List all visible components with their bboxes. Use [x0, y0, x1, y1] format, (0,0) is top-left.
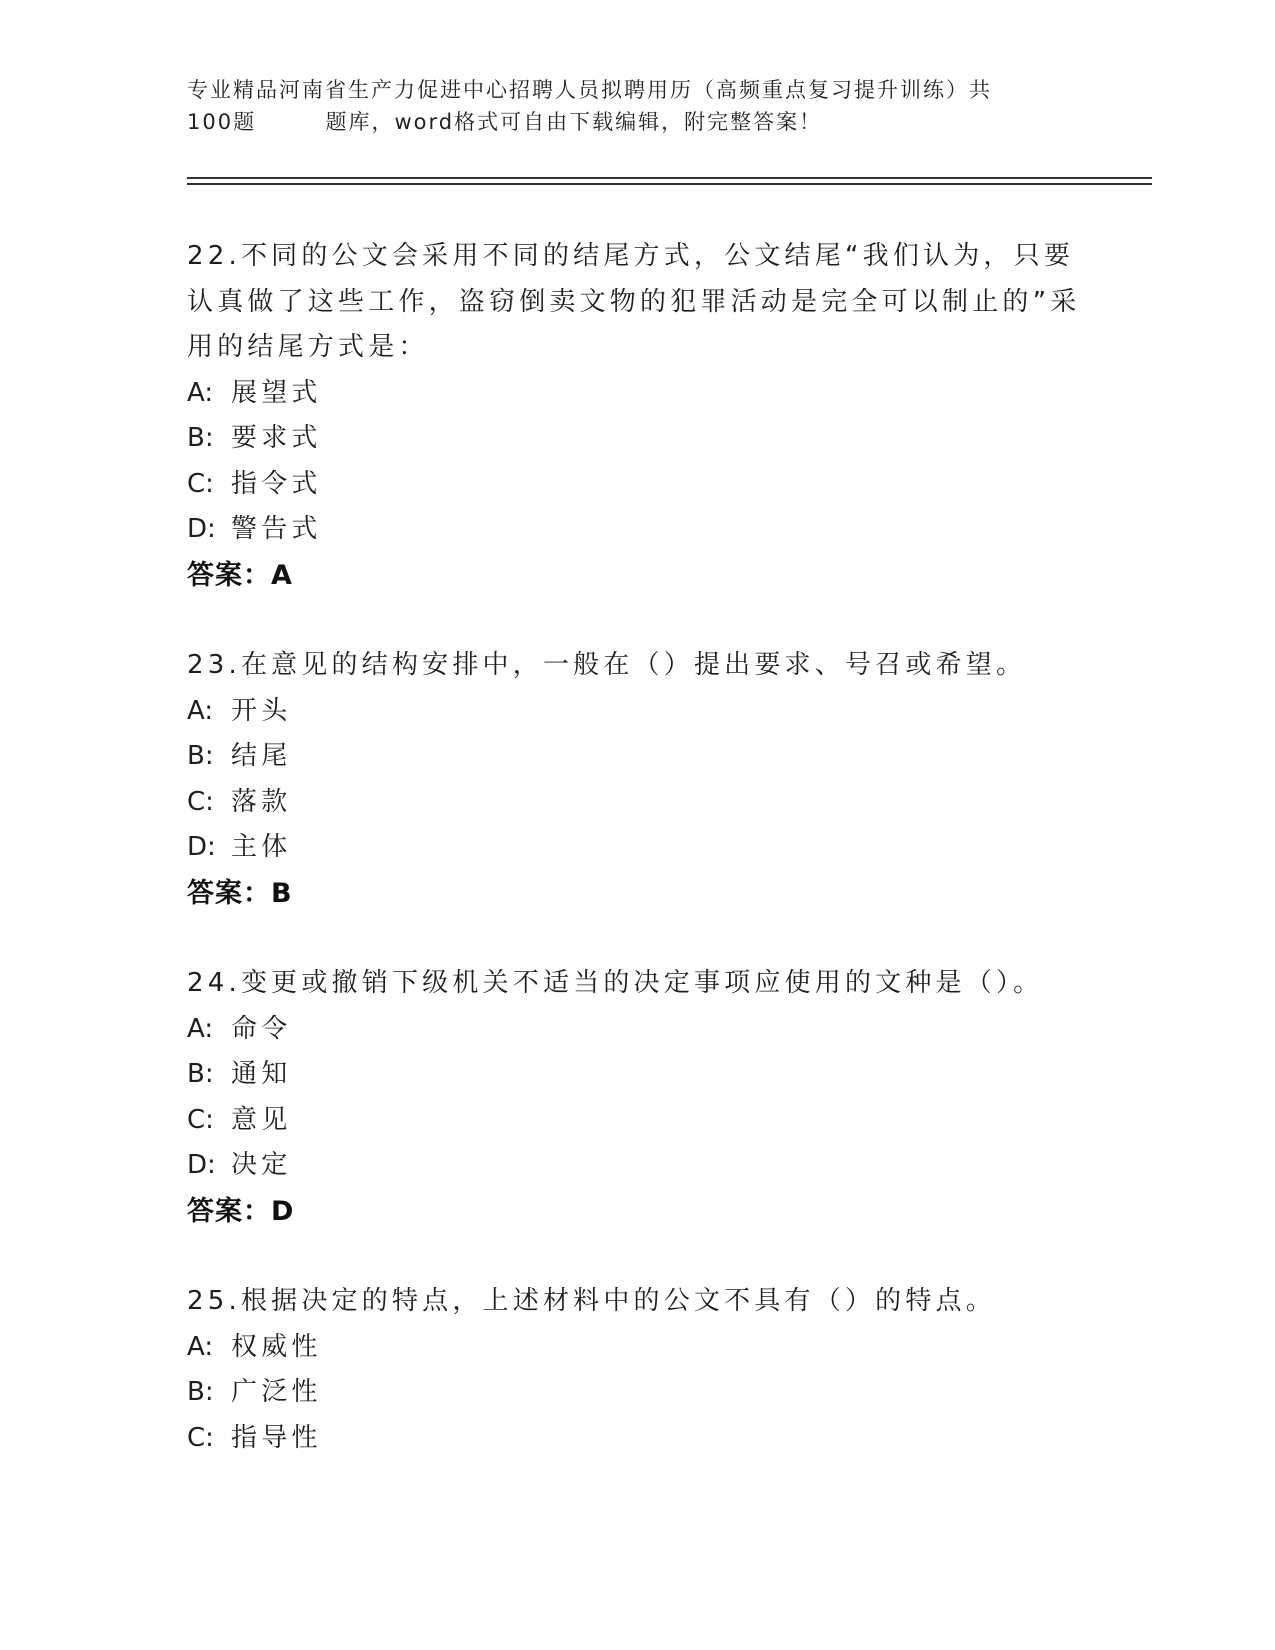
option-b — [187, 1370, 1087, 1416]
option-letter: A: — [187, 1013, 214, 1044]
option-letter: A: — [187, 377, 214, 408]
option-d — [187, 1143, 1087, 1189]
option-text: 主体 — [231, 832, 292, 862]
option-letter: A: — [187, 1331, 214, 1362]
question-23 — [187, 643, 1087, 916]
option-text: 要求式 — [231, 423, 322, 453]
header-divider-bottom — [187, 183, 1152, 185]
option-letter: D: — [187, 1150, 216, 1180]
option-text: 警告式 — [231, 514, 322, 544]
option-letter: C: — [187, 1422, 214, 1453]
option-d — [187, 507, 1087, 553]
option-text: 开头 — [231, 695, 292, 726]
option-d — [187, 825, 1087, 871]
option-text: 结尾 — [231, 741, 292, 771]
question-22 — [187, 234, 1087, 598]
option-text: 意见 — [231, 1104, 292, 1135]
document-header — [187, 74, 1067, 138]
option-c — [187, 780, 1087, 826]
answer-line: 答案：A — [187, 559, 293, 591]
option-letter: A: — [187, 695, 214, 726]
option-letter: C: — [187, 1104, 214, 1135]
option-letter: C: — [187, 786, 214, 817]
option-letter: B: — [187, 423, 214, 453]
option-a — [187, 371, 1087, 417]
option-text: 展望式 — [231, 377, 322, 408]
option-c — [187, 1098, 1087, 1144]
question-text: 23.在意见的结构安排中，一般在（）提出要求、号召或希望。 — [187, 650, 1027, 680]
option-text: 决定 — [231, 1150, 292, 1180]
question-list — [187, 234, 1087, 1506]
option-text: 权威性 — [231, 1331, 322, 1362]
option-c — [187, 1416, 1087, 1462]
option-a — [187, 1325, 1087, 1371]
option-text: 命令 — [231, 1013, 292, 1044]
option-letter: B: — [187, 1059, 214, 1089]
option-letter: D: — [187, 514, 216, 544]
header-title-line1: 专业精品河南省生产力促进中心招聘人员拟聘用历（高频重点复习提升训练）共 — [187, 78, 992, 102]
question-25 — [187, 1279, 1087, 1461]
option-text: 广泛性 — [231, 1377, 322, 1407]
header-title-line2: 100题 题库，word格式可自由下载编辑，附完整答案！ — [187, 110, 823, 134]
option-letter: B: — [187, 1377, 214, 1407]
question-text: 24.变更或撤销下级机关不适当的决定事项应使用的文种是（）。 — [187, 968, 1044, 998]
option-c — [187, 462, 1087, 508]
option-b — [187, 734, 1087, 780]
option-text: 指令式 — [231, 468, 322, 499]
option-b — [187, 1052, 1087, 1098]
option-a — [187, 1007, 1087, 1053]
question-text: 22.不同的公文会采用不同的结尾方式，公文结尾“我们认为，只要认真做了这些工作，盗窃倒卖文物的犯罪活动是完全可以制止的”采用的结尾方式是： — [187, 241, 1081, 362]
option-letter: C: — [187, 468, 214, 499]
option-text: 通知 — [231, 1059, 292, 1089]
header-divider-top — [187, 177, 1152, 179]
answer-line: 答案：B — [187, 877, 293, 909]
option-letter: B: — [187, 741, 214, 771]
answer-line: 答案：D — [187, 1195, 295, 1227]
question-text: 25.根据决定的特点，上述材料中的公文不具有（）的特点。 — [187, 1286, 996, 1316]
option-a — [187, 689, 1087, 735]
option-letter: D: — [187, 832, 216, 862]
question-24 — [187, 961, 1087, 1234]
option-b — [187, 416, 1087, 462]
option-text: 指导性 — [231, 1422, 322, 1453]
option-text: 落款 — [231, 786, 292, 817]
